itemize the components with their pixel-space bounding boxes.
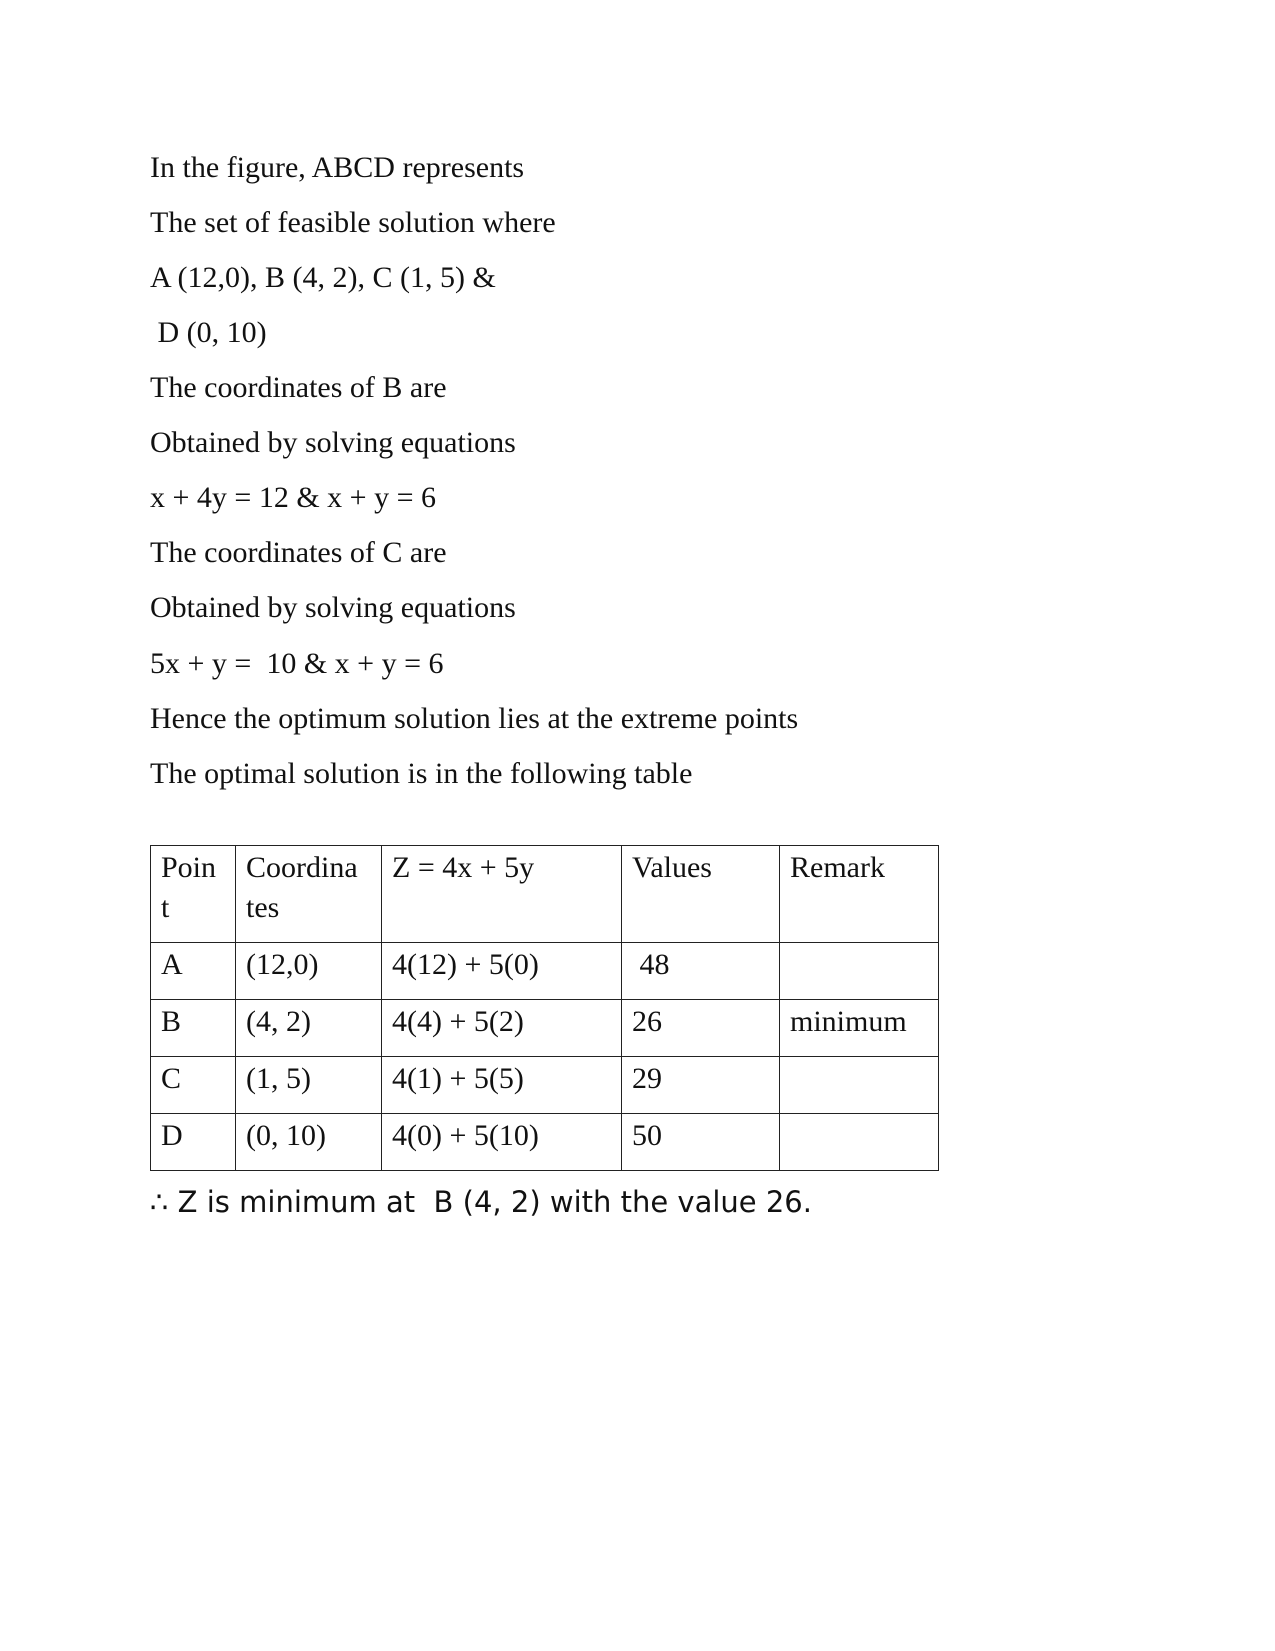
cell-coordinates: (1, 5)	[236, 1057, 382, 1114]
paragraph-line: A (12,0), B (4, 2), C (1, 5) &	[150, 261, 496, 294]
cell-value: 50	[622, 1114, 780, 1171]
optimal-solution-table	[150, 845, 939, 1171]
cell-value: 48	[622, 943, 780, 1000]
header-values: Values	[622, 846, 780, 943]
paragraph-line: The optimal solution is in the following table	[150, 757, 693, 790]
cell-point: C	[151, 1057, 236, 1114]
cell-coordinates: (12,0)	[236, 943, 382, 1000]
cell-point: B	[151, 1000, 236, 1057]
cell-remark: minimum	[780, 1000, 939, 1057]
cell-objective: 4(0) + 5(10)	[382, 1114, 622, 1171]
table-header-row	[151, 846, 939, 943]
header-objective: Z = 4x + 5y	[382, 846, 622, 943]
cell-value: 29	[622, 1057, 780, 1114]
cell-objective: 4(12) + 5(0)	[382, 943, 622, 1000]
header-remark: Remark	[780, 846, 939, 943]
table-row	[151, 1114, 939, 1171]
cell-value: 26	[622, 1000, 780, 1057]
cell-remark	[780, 1114, 939, 1171]
cell-remark	[780, 1057, 939, 1114]
cell-point: D	[151, 1114, 236, 1171]
paragraph-line: Obtained by solving equations	[150, 426, 516, 459]
paragraph-line: The set of feasible solution where	[150, 206, 556, 239]
cell-remark	[780, 943, 939, 1000]
header-coordinates: Coordina tes	[236, 846, 382, 943]
cell-point: A	[151, 943, 236, 1000]
paragraph-line: In the figure, ABCD represents	[150, 151, 525, 184]
paragraph-line: D (0, 10)	[150, 316, 267, 349]
equation-line: x + 4y = 12 & x + y = 6	[150, 481, 437, 514]
paragraph-line: The coordinates of B are	[150, 371, 447, 404]
cell-coordinates: (4, 2)	[236, 1000, 382, 1057]
table-row	[151, 1000, 939, 1057]
cell-coordinates: (0, 10)	[236, 1114, 382, 1171]
table-row	[151, 1057, 939, 1114]
paragraph-line: The coordinates of C are	[150, 536, 447, 569]
paragraph-line: Hence the optimum solution lies at the extreme points	[150, 702, 799, 735]
cell-objective: 4(1) + 5(5)	[382, 1057, 622, 1114]
cell-objective: 4(4) + 5(2)	[382, 1000, 622, 1057]
conclusion-line: ∴ Z is minimum at B (4, 2) with the value 26.	[150, 1185, 812, 1219]
paragraph-line: Obtained by solving equations	[150, 591, 516, 624]
equation-line: 5x + y = 10 & x + y = 6	[150, 647, 444, 680]
header-point: Poin t	[151, 846, 236, 943]
table-row	[151, 943, 939, 1000]
